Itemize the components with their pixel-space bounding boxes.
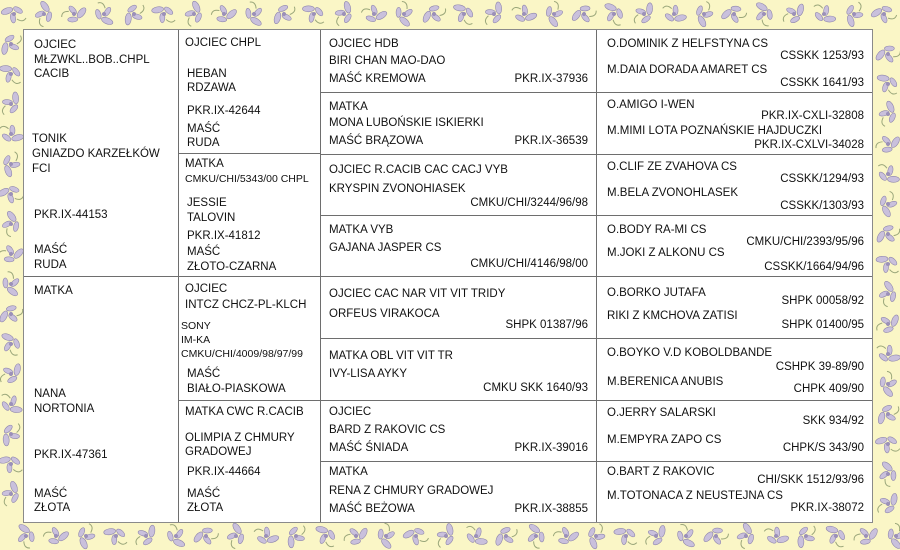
gen4-dam: M.DAIA DORADA AMARET CS — [607, 64, 768, 76]
gen3-name: BARD Z RAKOVIC CS — [329, 424, 446, 436]
sire-sire-title: OJCIEC CHPL — [185, 37, 262, 49]
dam-title: MATKA — [34, 285, 73, 297]
sire-color: RUDA — [34, 259, 67, 271]
gen3-head: MATKA OBL VIT VIT TR — [329, 350, 453, 362]
gen3-head: OJCIEC — [329, 406, 372, 418]
gen4-cell — [596, 400, 872, 461]
gen4-sire: O.BOYKO V.D KOBOLDBANDE — [607, 347, 773, 359]
gen4-cell — [596, 215, 872, 276]
gen4-dam: M.BERENICA ANUBIS — [607, 376, 724, 388]
dam-reg: PKR.IX-47361 — [34, 449, 108, 461]
dam-sire-kennel: IM-KA — [181, 334, 211, 346]
sire-dam-name: JESSIE — [187, 197, 227, 209]
gen3-reg: CMKU/CHI/4146/98/00 — [470, 258, 588, 270]
sire-title-cacib: CACIB — [34, 68, 70, 80]
sire-kennel: GNIAZDO KARZEŁKÓW — [32, 148, 160, 160]
gen4-dam: M.BELA ZVONOHLASEK — [607, 187, 739, 199]
gen3-cell — [320, 338, 596, 400]
sire-sire-reg: PKR.IX-42644 — [187, 105, 261, 117]
gen3-head: OJCIEC CAC NAR VIT VIT TRIDY — [329, 288, 506, 300]
gen4-cell — [596, 338, 872, 400]
gen4-sire: O.BODY RA-MI CS — [607, 224, 707, 236]
dam-dam-name: OLIMPIA Z CHMURY — [185, 432, 295, 444]
gen3-reg: SHPK 01387/96 — [505, 319, 588, 331]
gen4-cell — [596, 30, 872, 92]
dam-dam-color: ZŁOTA — [187, 502, 224, 514]
sire-sire-color-label: MAŚĆ — [187, 123, 221, 135]
dam-dam-reg: PKR.IX-44664 — [187, 466, 261, 478]
sire-titles: MŁZWKL..BOB..CHPL — [34, 54, 150, 66]
gen4-sire-reg: CHI/SKK 1512/93/96 — [757, 474, 864, 486]
gen3-head: MATKA — [329, 101, 368, 113]
sire-dam-reg-title: CMKU/CHI/5343/00 CHPL — [185, 173, 309, 185]
sire-fci: FCI — [32, 163, 51, 175]
gen3-name: GAJANA JASPER CS — [329, 242, 442, 254]
gen3-cell — [320, 92, 596, 154]
gen4-dam: M.EMPYRA ZAPO CS — [607, 434, 722, 446]
gen3-head: OJCIEC HDB — [329, 38, 399, 50]
gen3-reg: CMKU SKK 1640/93 — [483, 382, 588, 394]
gen4-dam-reg: CHPK 409/90 — [793, 383, 864, 395]
dam-color-label: MAŚĆ — [34, 488, 68, 500]
gen4-sire-reg: CSSKK/1294/93 — [780, 173, 864, 185]
gen3-cell — [320, 30, 596, 92]
gen3-cell — [320, 461, 596, 522]
sire-title: OJCIEC — [34, 39, 77, 51]
gen3-head: OJCIEC R.CACIB CAC CACJ VYB — [329, 164, 508, 176]
gen3-head: MATKA — [329, 466, 368, 478]
gen3-head: MATKA VYB — [329, 224, 394, 236]
gen3-name: RENA Z CHMURY GRADOWEJ — [329, 485, 494, 497]
gen4-dam-reg: PKR.IX-38072 — [790, 502, 864, 514]
gen4-dam-reg: CSSKK/1303/93 — [780, 200, 864, 212]
gen3-name: ORFEUS VIRAKOCA — [329, 308, 440, 320]
dam-sire-name: SONY — [181, 320, 211, 332]
sire-dam-color-label: MAŚĆ — [187, 246, 221, 258]
sire-sire-color: RUDA — [187, 137, 220, 149]
dam-sire-titles: INTCZ CHCZ-PL-KLCH — [185, 299, 307, 311]
gen4-sire-reg: CSSKK 1253/93 — [780, 50, 864, 62]
gen4-sire-reg: CSHPK 39-89/90 — [775, 361, 864, 373]
gen4-dam: M.JOKI Z ALKONU CS — [607, 247, 725, 259]
gen4-dam: M.TOTONACA Z NEUSTEJNA CS — [607, 490, 783, 502]
gen4-dam: RIKI Z KMCHOVA ZATISI — [607, 310, 738, 322]
sire-sire-kennel: RDZAWA — [187, 82, 236, 94]
dam-dam-cell — [178, 400, 320, 522]
gen4-sire: O.DOMINIK Z HELFSTYNA CS — [607, 38, 769, 50]
gen3-cell — [320, 400, 596, 461]
gen3-cell — [320, 215, 596, 276]
sire-name: TONIK — [32, 133, 67, 145]
gen3-color: MAŚĆ BRĄZOWA — [329, 135, 424, 147]
sire-dam-title: MATKA — [185, 158, 224, 170]
gen4-sire: O.BORKO JUTAFA — [607, 287, 706, 299]
dam-kennel: NORTONIA — [34, 403, 95, 415]
sire-reg: PKR.IX-44153 — [34, 209, 108, 221]
gen3-cell — [320, 276, 596, 338]
gen4-dam-reg: CSSKK/1664/94/96 — [764, 261, 864, 273]
gen3-color: MAŚĆ BEŻOWA — [329, 503, 415, 515]
gen3-reg: CMKU/CHI/3244/96/98 — [470, 197, 588, 209]
sire-dam-color: ZŁOTO-CZARNA — [187, 261, 277, 273]
gen4-sire-reg: CMKU/CHI/2393/95/96 — [746, 236, 864, 248]
gen4-cell — [596, 461, 872, 522]
dam-dam-title: MATKA CWC R.CACIB — [185, 406, 304, 418]
gen4-cell — [596, 154, 872, 215]
gen4-cell — [596, 276, 872, 338]
gen3-reg: PKR.IX-39016 — [514, 442, 588, 454]
gen3-name: KRYSPIN ZVONOHIASEK — [329, 183, 466, 195]
dam-sire-cell — [178, 276, 320, 400]
sire-dam-kennel: TALOVIN — [187, 212, 236, 224]
sire-color-label: MAŚĆ — [34, 244, 68, 256]
gen4-sire: O.BART Z RAKOVIC — [607, 466, 715, 478]
dam-sire-color: BIAŁO-PIASKOWA — [187, 383, 286, 395]
gen4-dam: M.MIMI LOTA POZNAŃSKIE HAJDUCZKI — [607, 125, 823, 137]
gen4-cell — [596, 92, 872, 154]
gen4-sire: O.AMIGO I-WEN — [607, 99, 695, 111]
sire-cell — [24, 30, 178, 276]
gen4-sire-reg: SKK 934/92 — [802, 415, 864, 427]
gen4-sire: O.CLIF ZE ZVAHOVA CS — [607, 161, 737, 173]
sire-sire-cell — [178, 30, 320, 153]
gen4-sire-reg: PKR.IX-CXLI-32808 — [761, 110, 864, 122]
dam-sire-title: OJCIEC — [185, 283, 228, 295]
sire-sire-name: HEBAN — [187, 68, 227, 80]
dam-dam-color-label: MAŚĆ — [187, 488, 221, 500]
gen3-name: BIRI CHAN MAO-DAO — [329, 55, 446, 67]
dam-sire-color-label: MAŚĆ — [187, 368, 221, 380]
gen3-reg: PKR.IX-36539 — [514, 135, 588, 147]
gen4-sire-reg: SHPK 00058/92 — [781, 295, 864, 307]
gen3-name: IVY-LISA AYKY — [329, 368, 407, 380]
gen4-dam-reg: CSSKK 1641/93 — [780, 77, 864, 89]
gen3-cell — [320, 154, 596, 215]
gen3-color: MAŚĆ ŚNIADA — [329, 442, 409, 454]
pedigree-table — [23, 29, 873, 523]
gen4-dam-reg: PKR.IX-CXLVI-34028 — [754, 139, 864, 151]
gen3-name: MONA LUBOŃSKIE ISKIERKI — [329, 117, 484, 129]
gen3-reg: PKR.IX-38855 — [514, 503, 588, 515]
gen4-dam-reg: SHPK 01400/95 — [781, 319, 864, 331]
gen4-sire: O.JERRY SALARSKI — [607, 407, 716, 419]
gen3-reg: PKR.IX-37936 — [514, 73, 588, 85]
dam-name: NANA — [34, 388, 66, 400]
sire-dam-cell — [178, 153, 320, 276]
dam-sire-reg: CMKU/CHI/4009/98/97/99 — [181, 348, 303, 360]
dam-cell — [24, 276, 178, 522]
dam-color: ZŁOTA — [34, 502, 71, 514]
gen3-color: MAŚĆ KREMOWA — [329, 73, 426, 85]
dam-dam-kennel: GRADOWEJ — [185, 446, 252, 458]
gen4-dam-reg: CHPK/S 343/90 — [782, 442, 864, 454]
sire-dam-reg: PKR.IX-41812 — [187, 230, 261, 242]
